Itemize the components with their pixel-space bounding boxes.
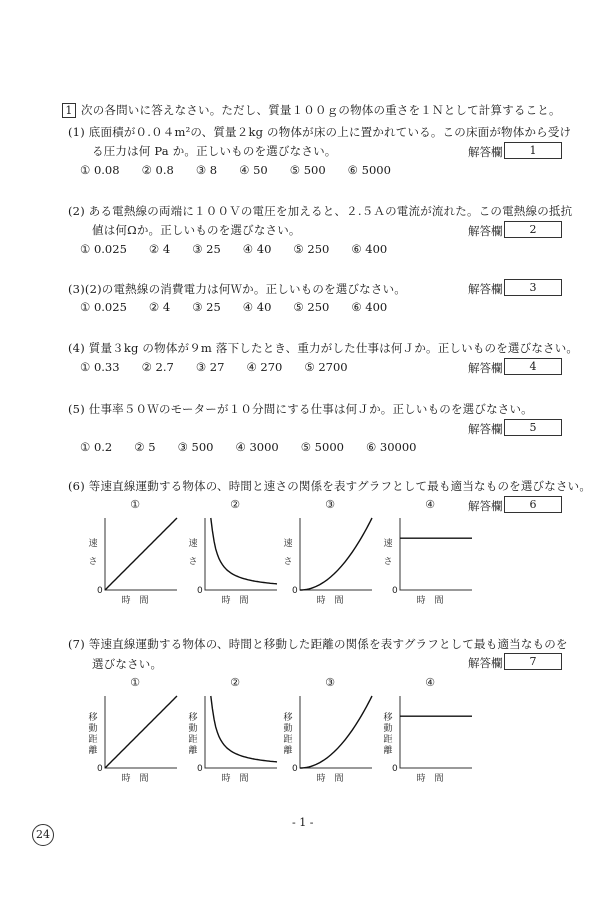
question-7-line-2: 選びなさい。 (92, 657, 163, 671)
option[interactable]: ① 0.2 (80, 440, 113, 454)
option[interactable]: ⑤ 250 (293, 242, 330, 256)
answer-label: 解答欄 (468, 361, 503, 375)
option[interactable]: ① 0.025 (80, 300, 127, 314)
option[interactable]: ② 0.8 (141, 163, 174, 177)
x-axis-label: 時 間 (316, 596, 344, 606)
y-axis-label-char: 移 (383, 713, 393, 723)
answer-label: 解答欄 (468, 282, 503, 296)
question-label: (1) (68, 125, 85, 139)
graph-choice-3[interactable] (283, 498, 372, 606)
question-2-options (80, 242, 409, 256)
y-axis-label-char: 速 (383, 539, 393, 549)
y-axis-label-char: さ (88, 557, 98, 567)
question-4-options (80, 360, 370, 374)
y-axis-label-char: 動 (88, 724, 98, 734)
graph-choice-2[interactable] (188, 498, 277, 606)
y-axis-label-char: 距 (383, 735, 393, 745)
graph-curve-inverse-decreasing (211, 518, 277, 584)
y-axis-label-char: 距 (88, 735, 98, 745)
option[interactable]: ④ 40 (242, 300, 272, 314)
option[interactable]: ⑥ 30000 (365, 440, 417, 454)
y-axis-label-char: 動 (283, 724, 293, 734)
graph-axes (205, 696, 277, 768)
question-label: (5) (68, 402, 85, 416)
question-1-line-1 (68, 124, 571, 140)
page-number: - 1 - (292, 816, 314, 829)
graph-axes (400, 518, 472, 590)
answer-label: 解答欄 (468, 422, 503, 436)
graph-choice-2[interactable] (188, 676, 277, 784)
question-3-options (80, 300, 409, 314)
graph-curve-inverse-decreasing (211, 696, 277, 762)
y-axis-label-char: 移 (88, 713, 98, 723)
graph-choice-label: ② (230, 498, 240, 511)
option[interactable]: ② 2.7 (141, 360, 174, 374)
origin-label: 0 (292, 764, 298, 774)
origin-label: 0 (392, 764, 398, 774)
x-axis-label: 時 間 (121, 596, 149, 606)
x-axis-label: 時 間 (221, 596, 249, 606)
graph-axes (300, 696, 372, 768)
y-axis-label-char: 離 (383, 746, 393, 756)
question-6-line-1 (68, 478, 591, 494)
question-5-line-1 (68, 401, 533, 417)
option[interactable]: ② 4 (148, 242, 171, 256)
y-axis-label-char: 動 (383, 724, 393, 734)
answer-box-1[interactable]: 1 (504, 142, 562, 159)
question-label: (4) (68, 341, 85, 355)
y-axis-label-char: 距 (283, 735, 293, 745)
graph-choice-3[interactable] (283, 676, 372, 784)
graph-choice-4[interactable] (383, 498, 472, 606)
origin-label: 0 (292, 586, 298, 596)
graphs-7 (0, 676, 600, 816)
option[interactable]: ① 0.025 (80, 242, 127, 256)
question-5-options (80, 440, 439, 454)
option[interactable]: ③ 8 (195, 163, 218, 177)
y-axis-label-char: さ (383, 557, 393, 567)
question-label: (3) (68, 282, 85, 296)
answer-label: 解答欄 (468, 656, 503, 670)
question-text: 等速直線運動する物体の、時間と移動した距離の関係を表すグラフとして最も適当なものを (88, 637, 568, 651)
option[interactable]: ③ 27 (195, 360, 225, 374)
option[interactable]: ⑤ 5000 (300, 440, 344, 454)
answer-box-3[interactable]: 3 (504, 279, 562, 296)
section-number-box: 1 (62, 103, 76, 118)
graphs-6 (0, 498, 600, 638)
option[interactable]: ③ 25 (192, 300, 221, 314)
graph-axes (400, 696, 472, 768)
y-axis-label-char: 離 (188, 746, 198, 756)
y-axis-label-char: 距 (188, 735, 198, 745)
option[interactable]: ④ 270 (246, 360, 283, 374)
graph-choice-label: ① (130, 676, 140, 689)
origin-label: 0 (197, 586, 203, 596)
origin-label: 0 (97, 764, 103, 774)
answer-label: 解答欄 (468, 224, 503, 238)
y-axis-label-char: 離 (283, 746, 293, 756)
answer-box-2[interactable]: 2 (504, 221, 562, 238)
x-axis-label: 時 間 (221, 774, 249, 784)
question-1-line-2: る圧力は何 Pa か。正しいものを選びなさい。 (92, 144, 337, 158)
question-text: 質量３kg の物体が９m 落下したとき、重力がした仕事は何Ｊか。正しいものを選びなさい。 (88, 341, 579, 355)
graph-curve-linear-increasing (105, 696, 177, 768)
question-4-line-1 (68, 340, 578, 356)
question-label: (2) (68, 204, 85, 218)
question-1-options (80, 163, 413, 177)
question-7-line-1 (68, 636, 568, 652)
option[interactable]: ② 4 (148, 300, 171, 314)
answer-box-4[interactable]: 4 (504, 358, 562, 375)
graph-curve-quadratic-increasing (300, 696, 372, 768)
graph-curve-linear-increasing (105, 518, 177, 590)
graph-curve-quadratic-increasing (300, 518, 372, 590)
x-axis-label: 時 間 (316, 774, 344, 784)
y-axis-label-char: さ (188, 557, 198, 567)
option[interactable]: ① 0.33 (80, 360, 120, 374)
graph-axes (300, 518, 372, 590)
question-text: (2)の電熱線の消費電力は何Ｗか。正しいものを選びなさい。 (84, 282, 406, 296)
graph-axes (205, 518, 277, 590)
graph-choice-label: ④ (425, 676, 435, 689)
graph-choice-1[interactable] (88, 498, 177, 606)
y-axis-label-char: 動 (188, 724, 198, 734)
option[interactable]: ⑤ 250 (293, 300, 330, 314)
graph-choice-label: ④ (425, 498, 435, 511)
y-axis-label-char: 移 (188, 713, 198, 723)
y-axis-label-char: 速 (283, 539, 293, 549)
sheet-number-circle: 24 (32, 824, 54, 846)
graph-choice-label: ① (130, 498, 140, 511)
option[interactable]: ⑥ 5000 (347, 163, 391, 177)
question-text: 仕事率５０Ｗのモーターが１０分間にする仕事は何Ｊか。正しいものを選びなさい。 (88, 402, 533, 416)
y-axis-label-char: 速 (88, 539, 98, 549)
option[interactable]: ① 0.08 (80, 163, 120, 177)
x-axis-label: 時 間 (416, 596, 444, 606)
question-text: 等速直線運動する物体の、時間と速さの関係を表すグラフとして最も適当なものを選びなさい。 (88, 479, 592, 493)
graph-choice-label: ② (230, 676, 240, 689)
y-axis-label-char: 離 (88, 746, 98, 756)
y-axis-label-char: さ (283, 557, 293, 567)
question-text: 底面積が０.０４m²の、質量２kg の物体が床の上に置かれている。この床面が物体から受け (88, 125, 572, 139)
question-label: (7) (68, 637, 85, 651)
option[interactable]: ⑤ 2700 (304, 360, 348, 374)
x-axis-label: 時 間 (121, 774, 149, 784)
y-axis-label-char: 速 (188, 539, 198, 549)
origin-label: 0 (392, 586, 398, 596)
graph-choice-label: ③ (325, 498, 335, 511)
section-instruction: 次の各問いに答えなさい。ただし、質量１００ｇの物体の重さを１Ｎとして計算すること。 (81, 103, 561, 117)
option[interactable]: ⑥ 400 (351, 242, 388, 256)
origin-label: 0 (97, 586, 103, 596)
y-axis-label-char: 移 (283, 713, 293, 723)
question-2-line-1 (68, 203, 572, 219)
option[interactable]: ③ 25 (192, 242, 221, 256)
question-label: (6) (68, 479, 85, 493)
question-text: ある電熱線の両端に１００Ｖの電圧を加えると、２.５Ａの電流が流れた。この電熱線の抵抗 (88, 204, 573, 218)
graph-choice-4[interactable] (383, 676, 472, 784)
question-3-line-1 (68, 281, 406, 297)
answer-label: 解答欄 (468, 145, 503, 159)
option[interactable]: ④ 50 (239, 163, 268, 177)
option[interactable]: ⑥ 400 (351, 300, 388, 314)
graph-choice-label: ③ (325, 676, 335, 689)
option[interactable]: ④ 40 (242, 242, 272, 256)
graph-choice-1[interactable] (88, 676, 177, 784)
section-header (62, 102, 561, 118)
answer-box-6[interactable]: 6 (504, 496, 562, 513)
answer-label: 解答欄 (468, 499, 503, 513)
answer-box-7[interactable]: 7 (504, 653, 562, 670)
option[interactable]: ⑤ 500 (289, 163, 326, 177)
answer-box-5[interactable]: 5 (504, 419, 562, 436)
option[interactable]: ③ 500 (177, 440, 214, 454)
option[interactable]: ② 5 (134, 440, 156, 454)
question-2-line-2: 値は何Ωか。正しいものを選びなさい。 (92, 223, 301, 237)
origin-label: 0 (197, 764, 203, 774)
option[interactable]: ④ 3000 (235, 440, 279, 454)
x-axis-label: 時 間 (416, 774, 444, 784)
